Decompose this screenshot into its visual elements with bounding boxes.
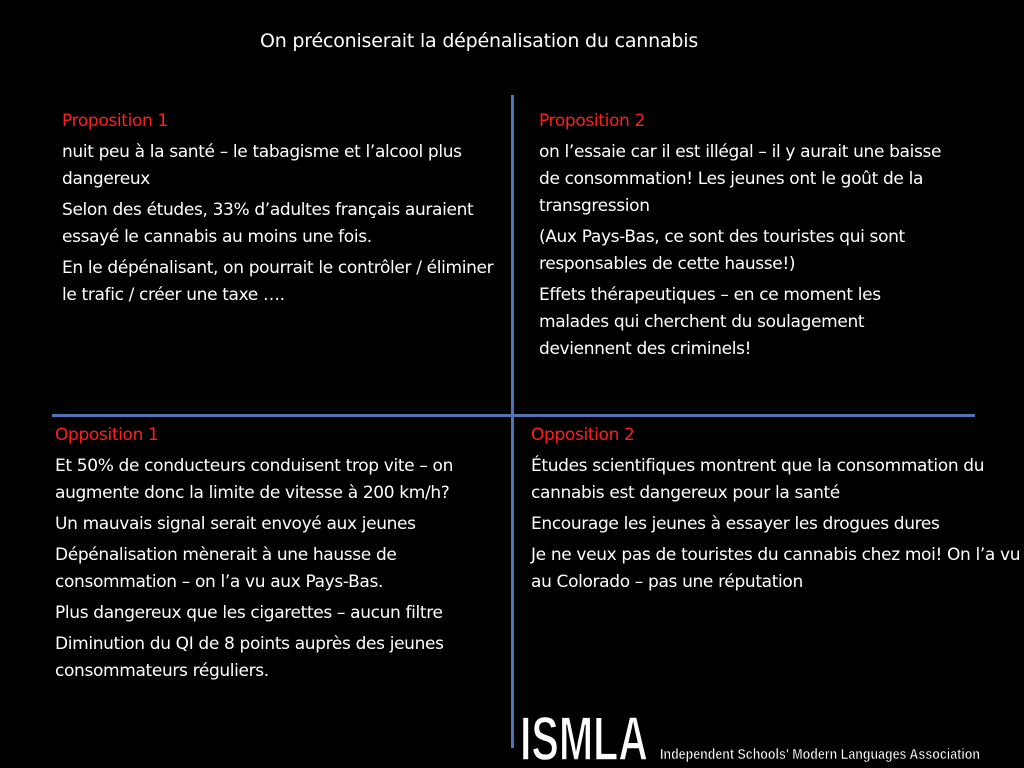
list-item: Effets thérapeutiques – en ce moment les malades qui cherchent du soulagement deviennent des criminels!	[539, 285, 881, 359]
list-item: Et 50% de conducteurs conduisent trop vite – on augmente donc la limite de vitesse à 200 km/h?	[55, 456, 454, 503]
logo-acronym: ISMLA	[520, 705, 648, 768]
quadrant-proposition-2	[539, 108, 954, 367]
list-item: on l’essaie car il est illégal – il y aurait une baisse de consommation! Les jeunes ont le goût de la transgression	[539, 142, 942, 216]
list-item: Un mauvais signal serait envoyé aux jeunes	[55, 514, 416, 534]
horizontal-divider	[52, 414, 975, 417]
list-item: Plus dangereux que les cigarettes – aucun filtre	[55, 603, 443, 623]
quadrant-heading: Opposition 1	[55, 425, 159, 445]
list-item: Diminution du QI de 8 points auprès des jeunes consommateurs réguliers.	[55, 634, 444, 681]
list-item: Selon des études, 33% d’adultes français auraient essayé le cannabis au moins une fois.	[62, 200, 474, 247]
quadrant-opposition-1	[55, 422, 503, 689]
vertical-divider	[511, 95, 514, 748]
quadrant-heading: Opposition 2	[531, 425, 635, 445]
list-item: (Aux Pays-Bas, ce sont des touristes qui sont responsables de cette hausse!)	[539, 227, 905, 274]
list-item: nuit peu à la santé – le tabagisme et l’alcool plus dangereux	[62, 142, 462, 189]
list-item: Dépénalisation mènerait à une hausse de consommation – on l’a vu aux Pays-Bas.	[55, 545, 397, 592]
quadrant-heading: Proposition 1	[62, 111, 168, 131]
logo-full-name: Independent Schools' Modern Languages Association	[660, 746, 980, 763]
ismla-logo	[520, 698, 990, 768]
quadrant-opposition-2	[531, 422, 1021, 600]
list-item: En le dépénalisant, on pourrait le contrôler / éliminer le trafic / créer une taxe ….	[62, 258, 494, 305]
list-item: Je ne veux pas de touristes du cannabis chez moi! On l’a vu au Colorado – pas une réputation	[531, 545, 1021, 592]
slide-title: On préconiserait la dépénalisation du cannabis	[259, 30, 699, 52]
list-item: Études scientifiques montrent que la consommation du cannabis est dangereux pour la santé	[531, 456, 985, 503]
quadrant-heading: Proposition 2	[539, 111, 645, 131]
quadrant-proposition-1	[62, 108, 502, 313]
list-item: Encourage les jeunes à essayer les drogues dures	[531, 514, 940, 534]
